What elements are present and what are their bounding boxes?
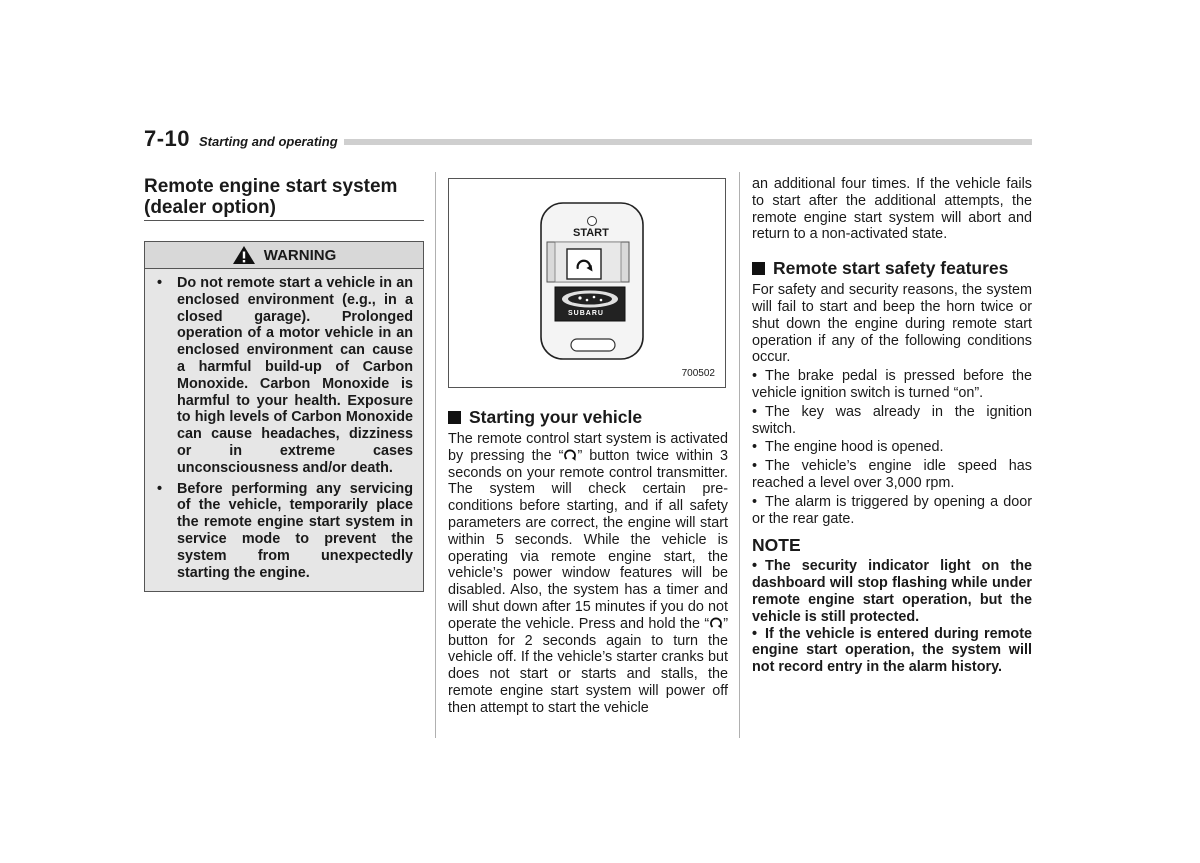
- subaru-label: SUBARU: [568, 310, 604, 317]
- left-column: [144, 176, 424, 592]
- warning-label: WARNING: [263, 246, 337, 264]
- condition-text: The brake pedal is pressed before the vehicle ignition switch is turned “on”.: [752, 368, 1032, 401]
- starting-text-part2: ” button twice within 3 seconds on your remote control transmitter. The system will check certain pre-conditions before starting, and if all safety parameters are correct, the engine will start within 5 seconds. While the vehicle is operating via remote engine start, the vehicle’s power window features will be disabled. Also, the system has a timer and will shut down after 15 minutes if you do not operate the vehicle. Press and hold the “: [448, 447, 728, 632]
- warning-triangle-icon: [232, 245, 256, 265]
- list-item: [752, 494, 1032, 528]
- note-text: The security indicator light on the dashboard will stop flashing while under remote engine start operation, but the vehicle is still protected.: [752, 558, 1032, 625]
- bullet-icon: •: [752, 403, 758, 420]
- list-item: [752, 404, 1032, 438]
- safety-heading: [752, 257, 1032, 279]
- starting-heading-text: Starting your vehicle: [469, 407, 643, 427]
- warning-item: • Before performing any servicing of the vehicle, temporarily place the remote engine start system in service mode to prevent the system from unexpectedly starting the engine.: [155, 481, 413, 582]
- warning-box: [144, 241, 424, 592]
- condition-text: The vehicle’s engine idle speed has reached a level over 3,000 rpm.: [752, 458, 1032, 491]
- bullet-icon: •: [752, 368, 758, 385]
- square-bullet-icon: [752, 262, 765, 275]
- list-item: [752, 458, 1032, 492]
- remote-start-icon: [563, 448, 577, 462]
- page-header: [144, 124, 1032, 152]
- column-divider-right: [739, 172, 740, 738]
- column-divider-left: [435, 172, 436, 738]
- bullet-icon: •: [752, 558, 758, 575]
- section-title-line1: Remote engine start system: [144, 176, 398, 197]
- bullet-icon: •: [752, 439, 758, 456]
- bullet-icon: •: [752, 625, 758, 642]
- note-heading: NOTE: [752, 535, 801, 556]
- warning-list: [145, 269, 423, 591]
- note-item: [752, 558, 1032, 625]
- section-title-line2: (dealer option): [144, 197, 276, 218]
- right-column: [752, 176, 1032, 676]
- remote-start-icon: [709, 616, 723, 630]
- warning-item: • Do not remote start a vehicle in an enclosed environment (e.g., in a closed garage). Prolonged operation of a motor vehicle in an enclosed environment can cause a harmful build-up of Carbon Monoxide. Carbon Monoxide is harmful to your health. Exposure to high levels of Carbon Monoxide can cause headaches, dizziness or in extreme cases unconsciousness and/or death.: [155, 275, 413, 477]
- starting-text-part1: The remote control start system is activated by pressing the “: [448, 431, 728, 464]
- safety-heading-text: Remote start safety features: [773, 258, 1009, 279]
- bullet-icon: •: [752, 493, 758, 510]
- list-item: [752, 368, 1032, 402]
- note-list: [752, 558, 1032, 676]
- remote-transmitter-figure: [448, 178, 726, 388]
- figure-number: 700502: [681, 368, 715, 379]
- condition-text: The key was already in the ignition switch.: [752, 403, 1032, 437]
- section-title: [144, 176, 424, 221]
- condition-text: The alarm is triggered by opening a door or the rear gate.: [752, 493, 1032, 527]
- safety-intro: For safety and security reasons, the system will fail to start and beep the horn twice or shut down the engine during remote start operation if any of the following conditions occur.: [752, 282, 1032, 366]
- starting-text-part3: ” button for 2 seconds again to turn the vehicle off. If the vehicle’s starter cranks but does not start or starts and stalls, the remote engine start system will power off then attempt to start the vehicle: [448, 615, 728, 716]
- warning-header: [145, 242, 423, 269]
- square-bullet-icon: [448, 411, 461, 424]
- header-rule: [344, 139, 1032, 145]
- page-number: 7-10: [144, 126, 191, 151]
- starting-paragraph: [448, 431, 728, 717]
- start-label: START: [573, 227, 609, 239]
- note-text: If the vehicle is entered during remote engine start operation, the system will not record entry in the alarm history.: [752, 625, 1032, 676]
- conditions-list: [752, 368, 1032, 527]
- condition-text: The engine hood is opened.: [765, 439, 944, 456]
- continuation-paragraph: an additional four times. If the vehicle fails to start after the additional attempts, the remote engine start system will abort and return to a non-activated state.: [752, 176, 1032, 243]
- starting-heading: [448, 406, 728, 428]
- note-item: [752, 626, 1032, 676]
- remote-transmitter-illustration: [449, 179, 725, 387]
- bullet-icon: •: [752, 458, 758, 475]
- section-name: Starting and operating: [199, 134, 338, 149]
- list-item: [752, 439, 1032, 456]
- middle-column: [448, 176, 728, 717]
